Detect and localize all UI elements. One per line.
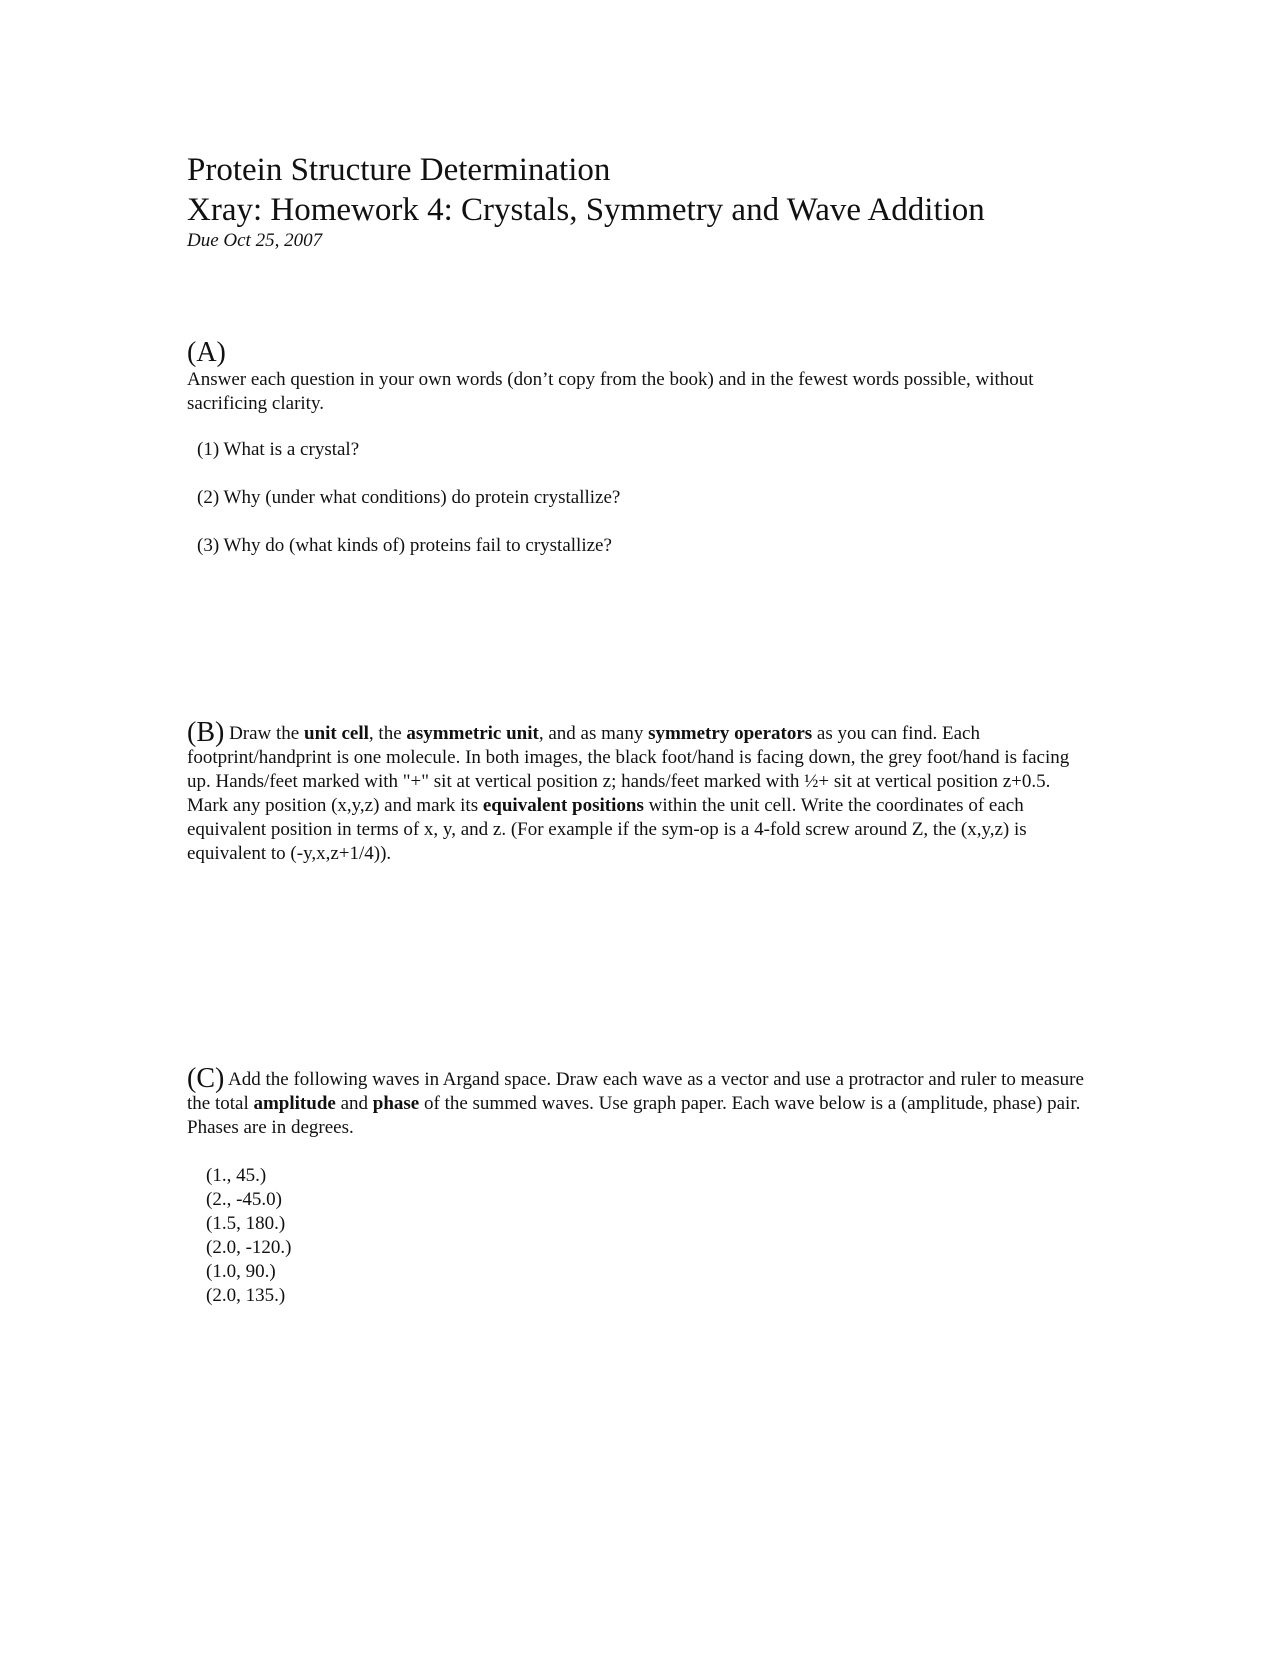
section-b-text-2: , the: [368, 723, 407, 744]
section-b-text-1: Draw the: [224, 723, 304, 744]
due-date: Due Oct 25, 2007: [187, 230, 323, 251]
section-b-text-3: , and as many: [538, 723, 649, 744]
section-b-text-4: as you can find. Each footprint/handprint is one molecule. In both images, the black foot/hand is facing down, the grey foot/hand is facing up. Hands/feet marked with "+" sit at vertical position z; hands/feet marked with ½+ sit at vertical position z+0.5. Mark any position (x,y,z) and mark its: [187, 723, 1070, 816]
title-line-1: Protein Structure Determination: [187, 152, 611, 188]
wave-item: (1.5, 180.): [206, 1213, 286, 1234]
wave-list: [206, 1164, 1087, 1308]
wave-item: (2., -45.0): [206, 1189, 282, 1210]
question-3: (3) Why do (what kinds of) proteins fail to crystallize?: [197, 535, 612, 556]
section-a-letter: (A): [187, 337, 226, 368]
question-2: (2) Why (under what conditions) do protein crystallize?: [197, 487, 621, 508]
section-a-questions: [197, 438, 1087, 558]
section-a: [187, 338, 1087, 558]
question-1: (1) What is a crystal?: [197, 439, 360, 460]
section-c-text-2: and: [335, 1093, 373, 1114]
wave-item: (1.0, 90.): [206, 1261, 276, 1282]
term-symmetry-operators: symmetry operators: [648, 723, 813, 744]
wave-item: (2.0, -120.): [206, 1237, 292, 1258]
document-content: [187, 150, 1087, 1308]
section-c: [187, 1063, 1087, 1308]
section-c-text: [187, 1063, 1087, 1140]
section-b-text: [187, 717, 1087, 866]
title-line-2: Xray: Homework 4: Crystals, Symmetry and Wave Addition: [187, 192, 985, 228]
section-b-text-5: within the unit cell. Write the coordinates of each equivalent position in terms of x, y, and z. (For example if the sym-op is a 4-fold screw around Z, the (x,y,z) is equivalent to (-y,x,z+1/4)).: [187, 795, 1027, 864]
section-c-text-1: Add the following waves in Argand space. Draw each wave as a vector and use a protractor and ruler to measure the total: [187, 1069, 1084, 1114]
section-c-text-3: of the summed waves. Use graph paper. Each wave below is a (amplitude, phase) pair. Phases are in degrees.: [187, 1093, 1081, 1138]
term-equivalent-positions: equivalent positions: [482, 795, 644, 816]
section-b: [187, 717, 1087, 866]
term-phase: phase: [372, 1093, 420, 1114]
wave-item: (1., 45.): [206, 1165, 267, 1186]
section-a-intro: Answer each question in your own words (don’t copy from the book) and in the fewest words possible, without sacrificing clarity.: [187, 369, 1034, 414]
term-unit-cell: unit cell: [304, 723, 369, 744]
wave-item: (2.0, 135.): [206, 1285, 286, 1306]
term-amplitude: amplitude: [253, 1093, 336, 1114]
section-c-letter: (C): [187, 1063, 225, 1094]
section-b-letter: (B): [187, 717, 225, 748]
term-asymmetric-unit: asymmetric unit: [406, 723, 539, 744]
